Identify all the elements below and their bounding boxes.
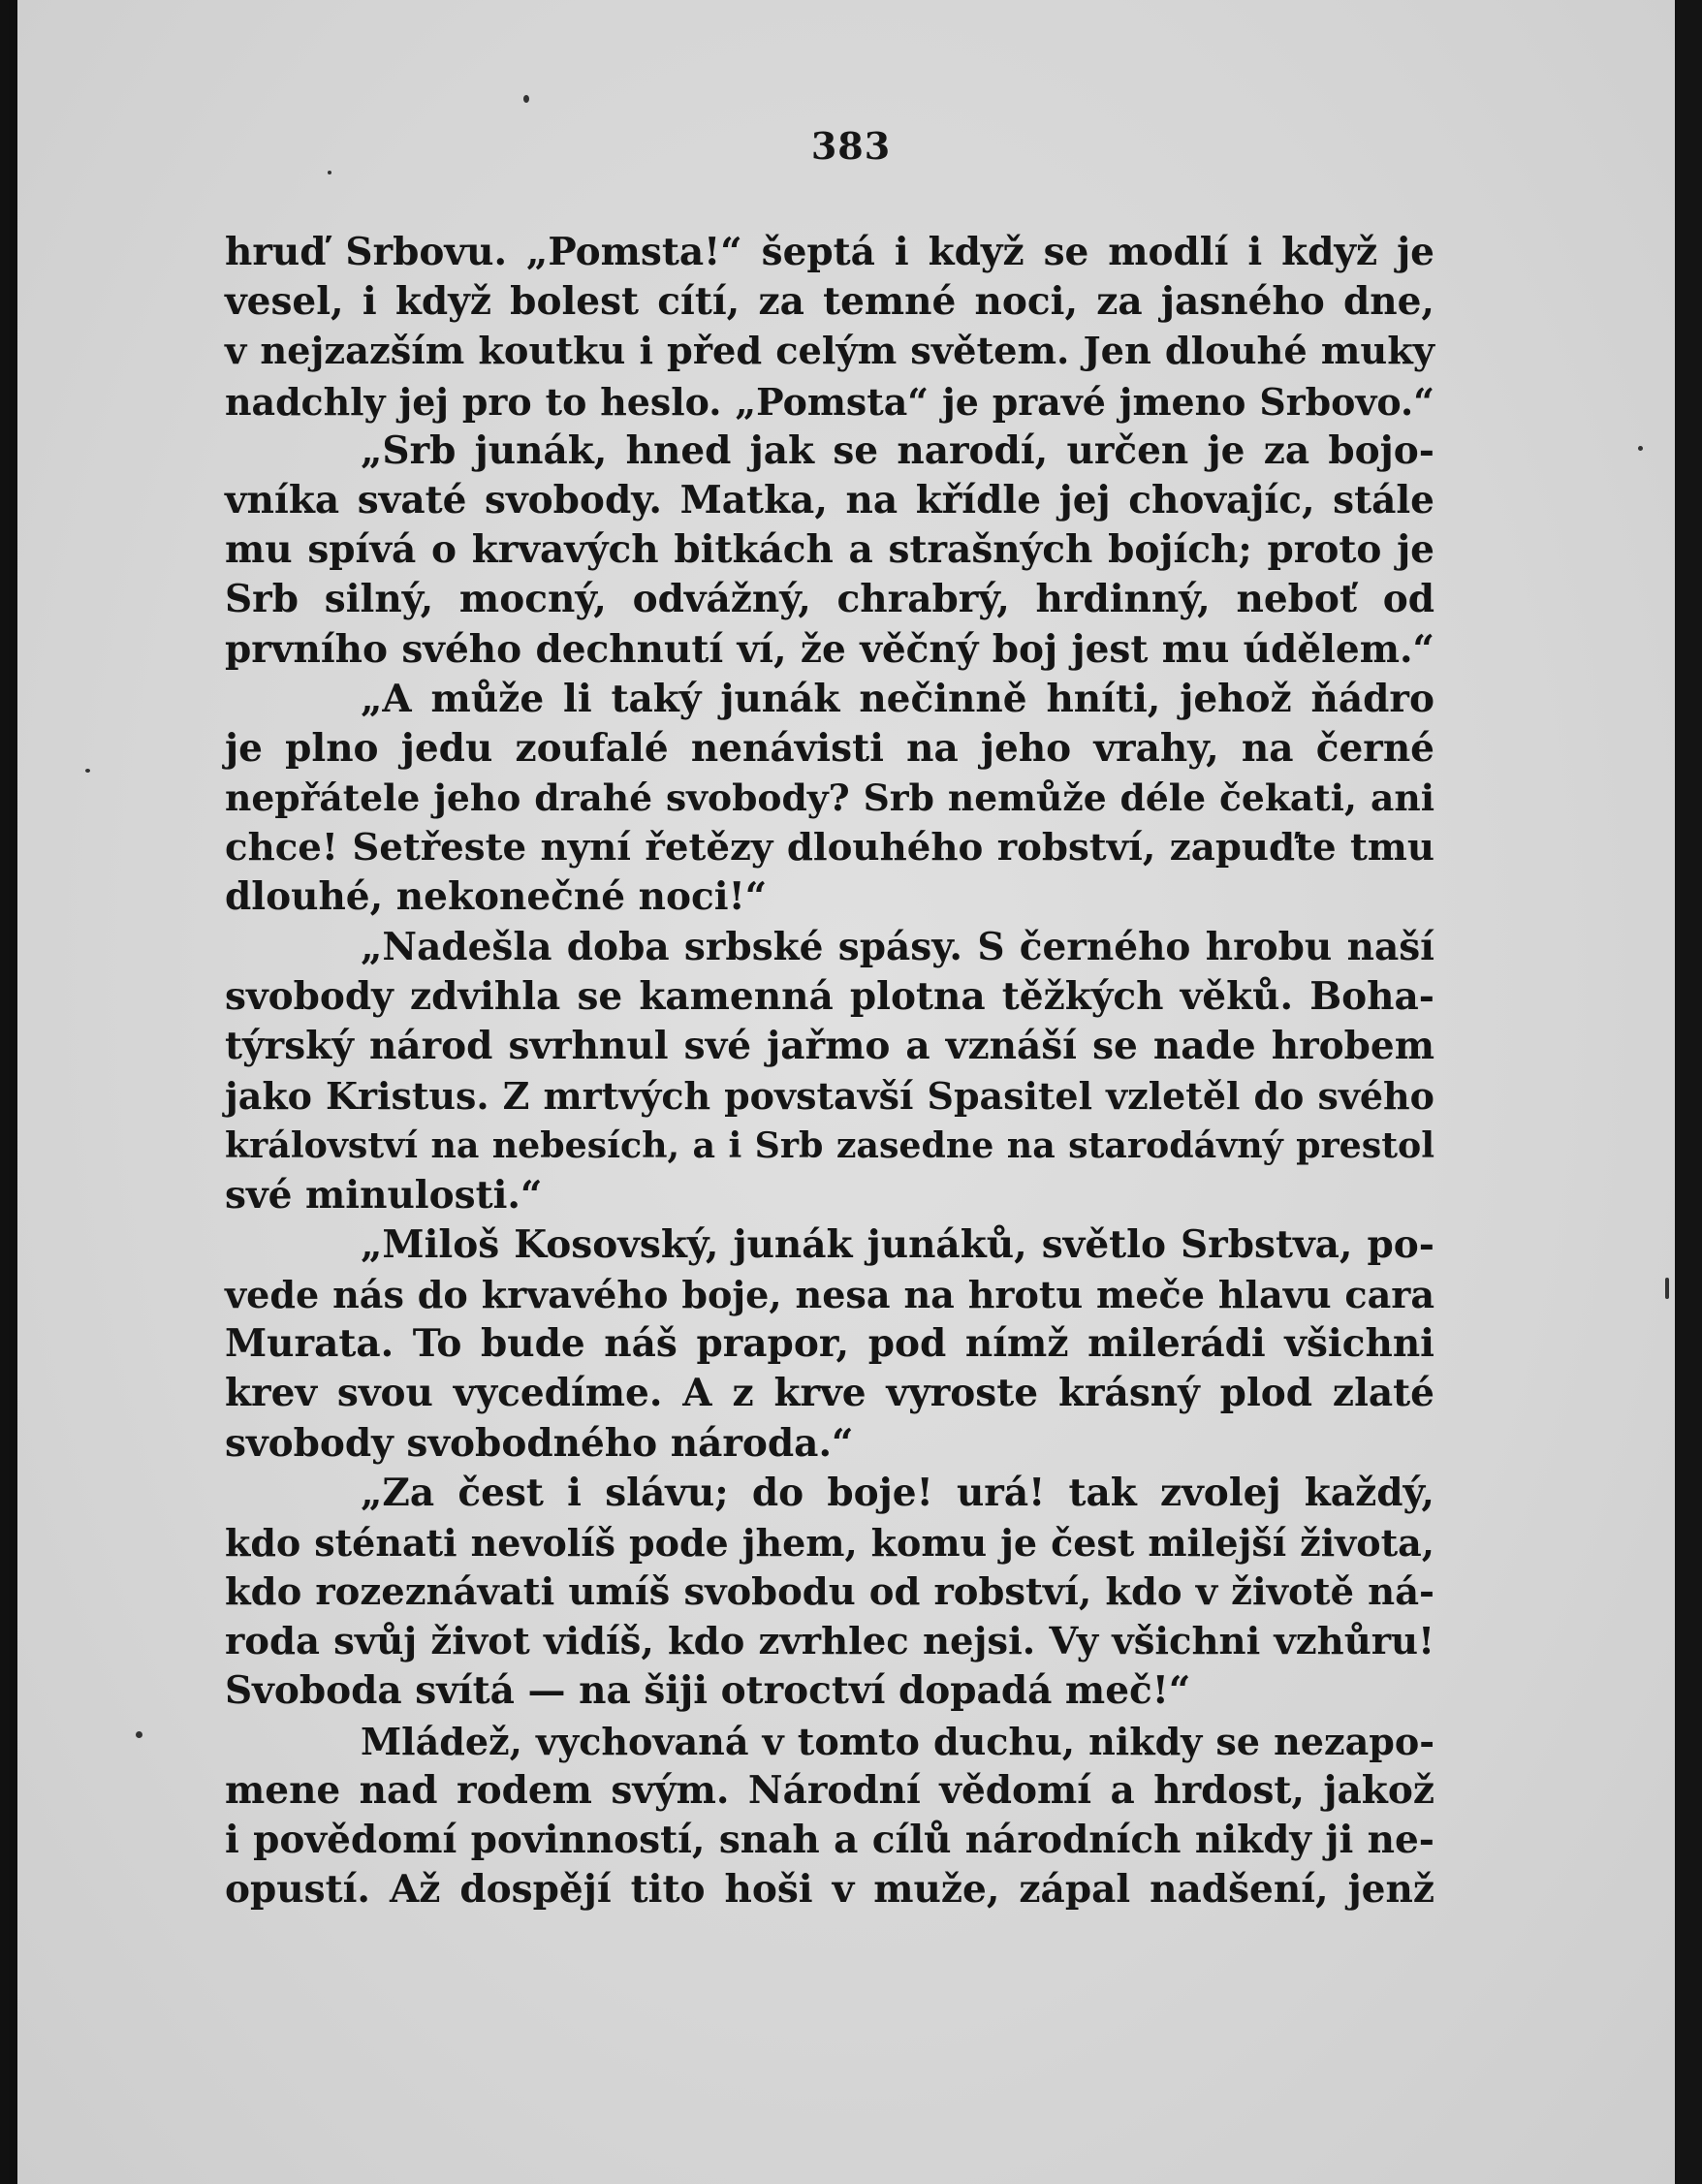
text-line: svobody zdvihla se kamenná plotna těžkých věků. Boha- [225,973,1434,1019]
text-line: nadchly jej pro to heslo. „Pomsta“ je pravé jmeno Srbovo.“ [225,379,1434,424]
text-line: kdo rozeznávati umíš svobodu od robství, kdo v životě ná- [225,1570,1434,1615]
text-line: „Nadešla doba srbské spásy. S černého hrobu naší [361,924,1434,969]
text-line: království na nebesích, a i Srb zasedne na starodávný prestol [225,1124,1434,1167]
dust-speck [523,95,529,103]
text-line: jako Kristus. Z mrtvých povstavší Spasitel vzletěl do svého [225,1074,1434,1119]
text-line: hruď Srbovu. „Pomsta!“ šeptá i když se modlí i když je [225,230,1434,274]
text-line: roda svůj život vidíš, kdo zvrhlec nejsi. Vy všichni vzhůru! [225,1620,1434,1664]
text-line: Svoboda svítá — na šiji otroctví dopadá meč!“ [225,1668,1191,1714]
text-line: opustí. Až dospějí tito hoši v muže, zápal nadšení, jenž [225,1867,1434,1913]
page-number: 383 [810,124,892,168]
text-line: dlouhé, nekonečné noci!“ [225,874,768,920]
text-line: „Miloš Kosovský, junák junáků, světlo Srbstva, po- [361,1221,1434,1267]
text-line: svobody svobodného národa.“ [225,1420,854,1466]
text-line: své minulosti.“ [225,1172,543,1218]
text-line: „A může li taký junák nečinně hníti, jehož ňádro [361,676,1434,721]
body-text [225,228,1434,1915]
text-line: kdo sténati nevolíš pode jhem, komu je čest milejší života, [225,1520,1434,1565]
text-line: týrský národ svrhnul své jařmo a vznáší se nade hrobem [225,1024,1434,1068]
dust-speck [85,769,90,773]
text-line: mene nad rodem svým. Národní vědomí a hrdost, jakož [225,1767,1434,1813]
text-line: krev svou vycedíme. A z krve vyroste krásný plod zlaté [225,1371,1434,1416]
dust-speck [1638,446,1643,451]
text-line: mu spívá o krvavých bitkách a strašných bojích; proto je [225,527,1434,573]
text-line: „Za čest i slávu; do boje! urá! tak zvolej každý, [361,1470,1434,1515]
text-line: i povědomí povinností, snah a cílů národních nikdy ji ne- [225,1818,1434,1862]
text-line: chce! Setřeste nyní řetězy dlouhého robství, zapuďte tmu [225,826,1434,870]
dust-speck [1665,1278,1669,1299]
text-line: v nejzazším koutku i před celým světem. Jen dlouhé muky [225,330,1434,374]
dust-speck [136,1731,142,1738]
text-line: Srb silný, mocný, odvážný, chrabrý, hrdinný, neboť od [225,577,1434,622]
text-line: vede nás do krvavého boje, nesa na hrotu meče hlavu cara [225,1272,1434,1316]
text-line: vesel, i když bolest cítí, za temné noci, za jasného dne, [225,279,1434,325]
text-line: prvního svého dechnutí ví, že věčný boj jest mu údělem.“ [225,626,1434,672]
text-line: vníka svaté svobody. Matka, na křídle jej chovajíc, stále [225,477,1434,522]
text-line: nepřátele jeho drahé svobody? Srb nemůže déle čekati, ani [225,776,1434,820]
text-line: „Srb junák, hned jak se narodí, určen je za bojo- [361,427,1434,473]
text-line: je plno jedu zoufalé nenávisti na jeho vrahy, na černé [225,725,1434,771]
dust-speck [328,171,331,174]
text-line: Mládež, vychovaná v tomto duchu, nikdy se nezapo- [361,1719,1434,1763]
text-line: Murata. To bude náš prapor, pod nímž milerádi všichni [225,1321,1434,1367]
left-scan-edge [0,0,10,2184]
right-scan-edge [1675,0,1702,2184]
